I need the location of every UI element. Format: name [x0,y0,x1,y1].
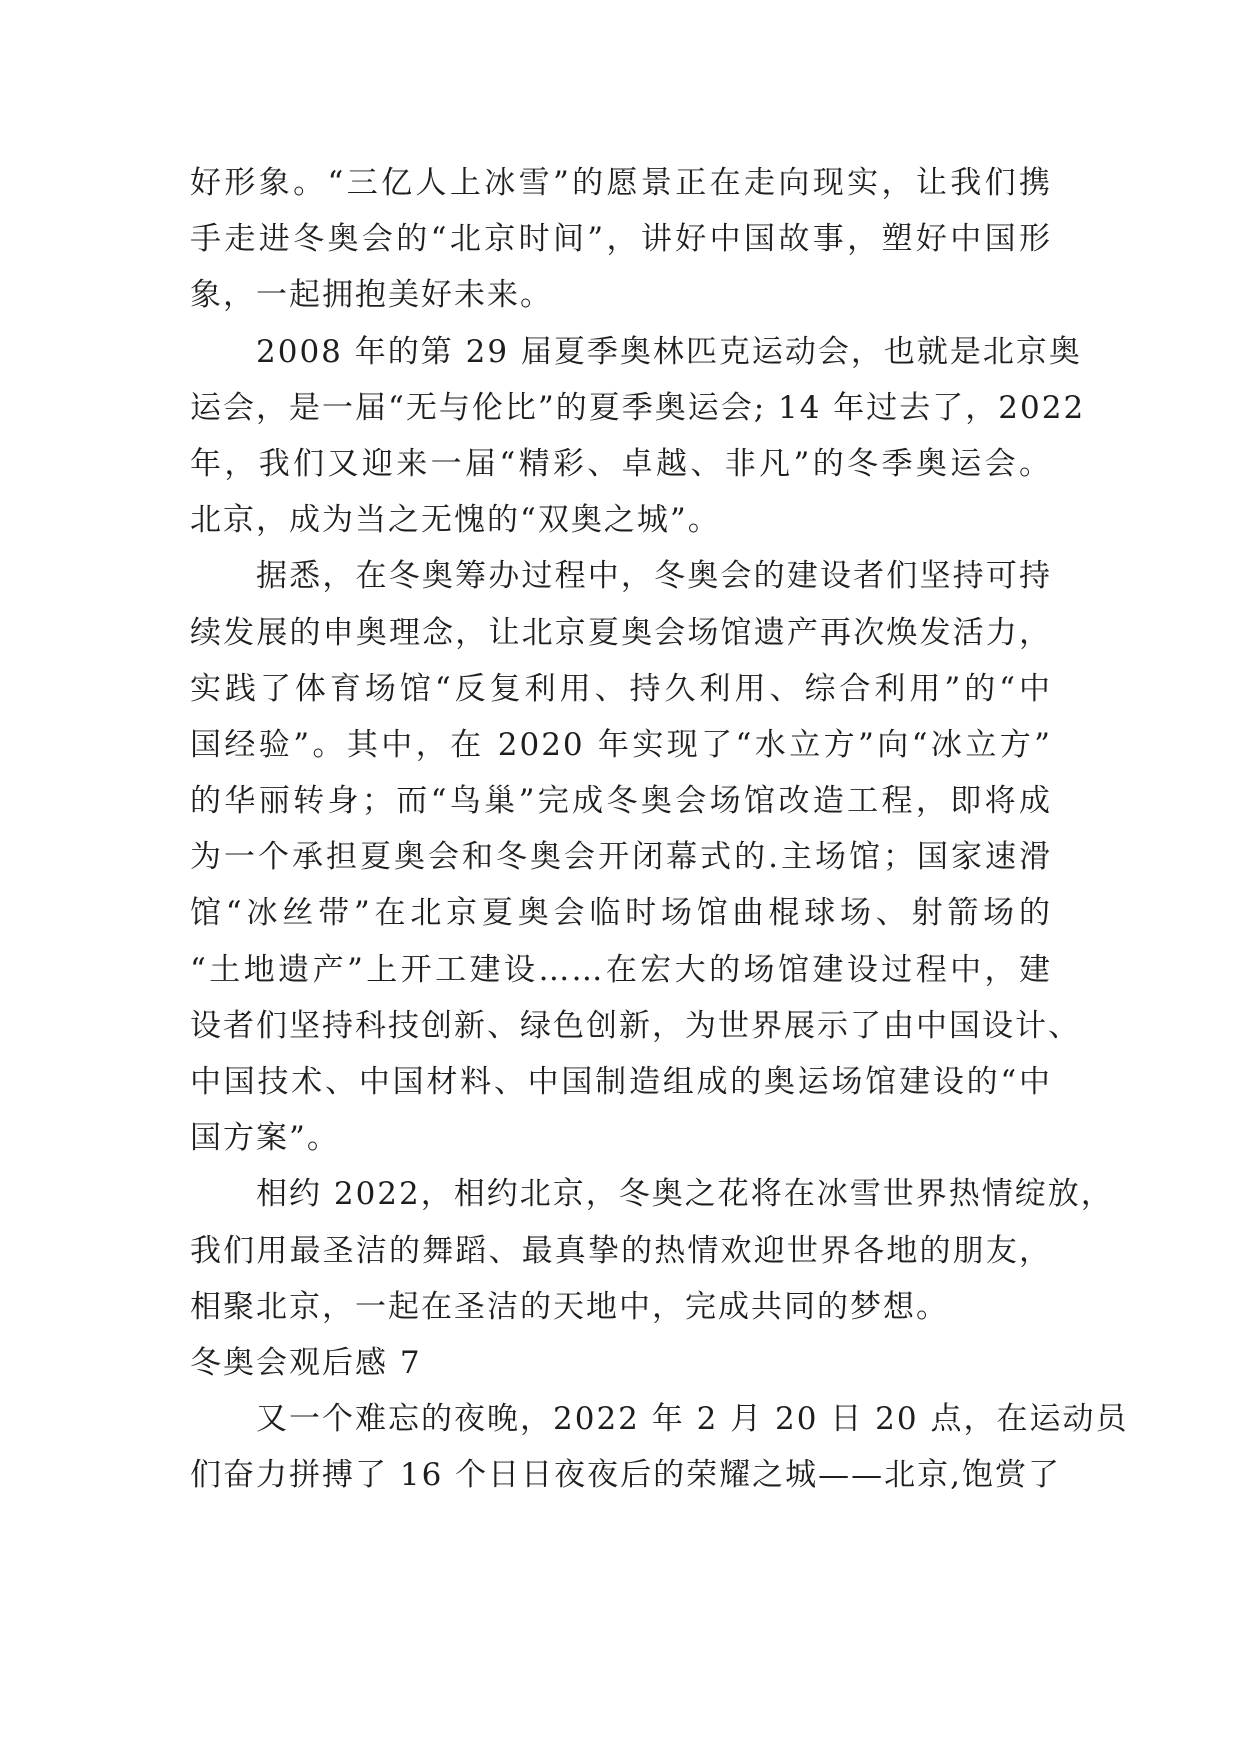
text-line: 续发展的申奥理念，让北京夏奥会场馆遗产再次焕发活力， [190,614,1052,651]
paragraph-3 [190,548,1081,1166]
text-line: 国方案”。 [190,1120,340,1157]
text-line: 实践了体育场馆“反复利用、持久利用、综合利用”的“中 [190,670,1052,707]
text-line: 又一个难忘的夜晚，2022 年 2 月 20 日 20 点，在运动员 [256,1401,1129,1438]
text-line: 设者们坚持科技创新、绿色创新，为世界展示了由中国设计、 [190,1007,1081,1044]
paragraph-2 [190,324,1086,549]
text-line: 手走进冬奥会的“北京时间”，讲好中国故事，塑好中国形 [190,221,1052,258]
text-line: 馆“冰丝带”在北京夏奥会临时场馆曲棍球场、射箭场的 [190,895,1052,932]
text-line: 象，一起拥抱美好未来。 [190,277,553,314]
text-line: 2008 年的第 29 届夏季奥林匹克运动会，也就是北京奥 [256,333,1082,370]
text-line: 据悉，在冬奥筹办过程中，冬奥会的建设者们坚持可持 [256,558,1052,595]
text-line: 们奋力拼搏了 16 个日日夜夜后的荣耀之城——北京,饱赏了 [190,1457,1062,1494]
text-line: 好形象。“三亿人上冰雪”的愿景正在走向现实，让我们携 [190,165,1052,201]
text-line: “土地遗产”上开工建设……在宏大的场馆建设过程中，建 [190,951,1052,988]
text-line: 的华丽转身；而“鸟巢”完成冬奥会场馆改造工程，即将成 [190,783,1052,820]
text-line: 运会，是一届“无与伦比”的夏季奥运会; 14 年过去了，2022 [190,389,1086,426]
text-line: 国经验”。其中，在 2020 年实现了“水立方”向“冰立方” [190,726,1052,763]
text-line: 为一个承担夏奥会和冬奥会开闭幕式的.主场馆；国家速滑 [190,839,1052,876]
paragraph-4 [190,1166,1114,1335]
document-body [190,155,1129,1504]
text-line: 北京，成为当之无愧的“双奥之城”。 [190,502,721,539]
section-heading: 冬奥会观后感 7 [190,1344,422,1381]
text-line: 我们用最圣洁的舞蹈、最真挚的热情欢迎世界各地的朋友， [190,1232,1052,1269]
text-line: 相约 2022，相约北京，冬奥之花将在冰雪世界热情绽放， [256,1176,1114,1213]
text-line: 年，我们又迎来一届“精彩、卓越、非凡”的冬季奥运会。 [190,445,1052,482]
paragraph-1 [190,155,1052,324]
paragraph-5 [190,1391,1129,1503]
text-line: 中国技术、中国材料、中国制造组成的奥运场馆建设的“中 [190,1064,1052,1100]
text-line: 相聚北京，一起在圣洁的天地中，完成共同的梦想。 [190,1288,949,1325]
